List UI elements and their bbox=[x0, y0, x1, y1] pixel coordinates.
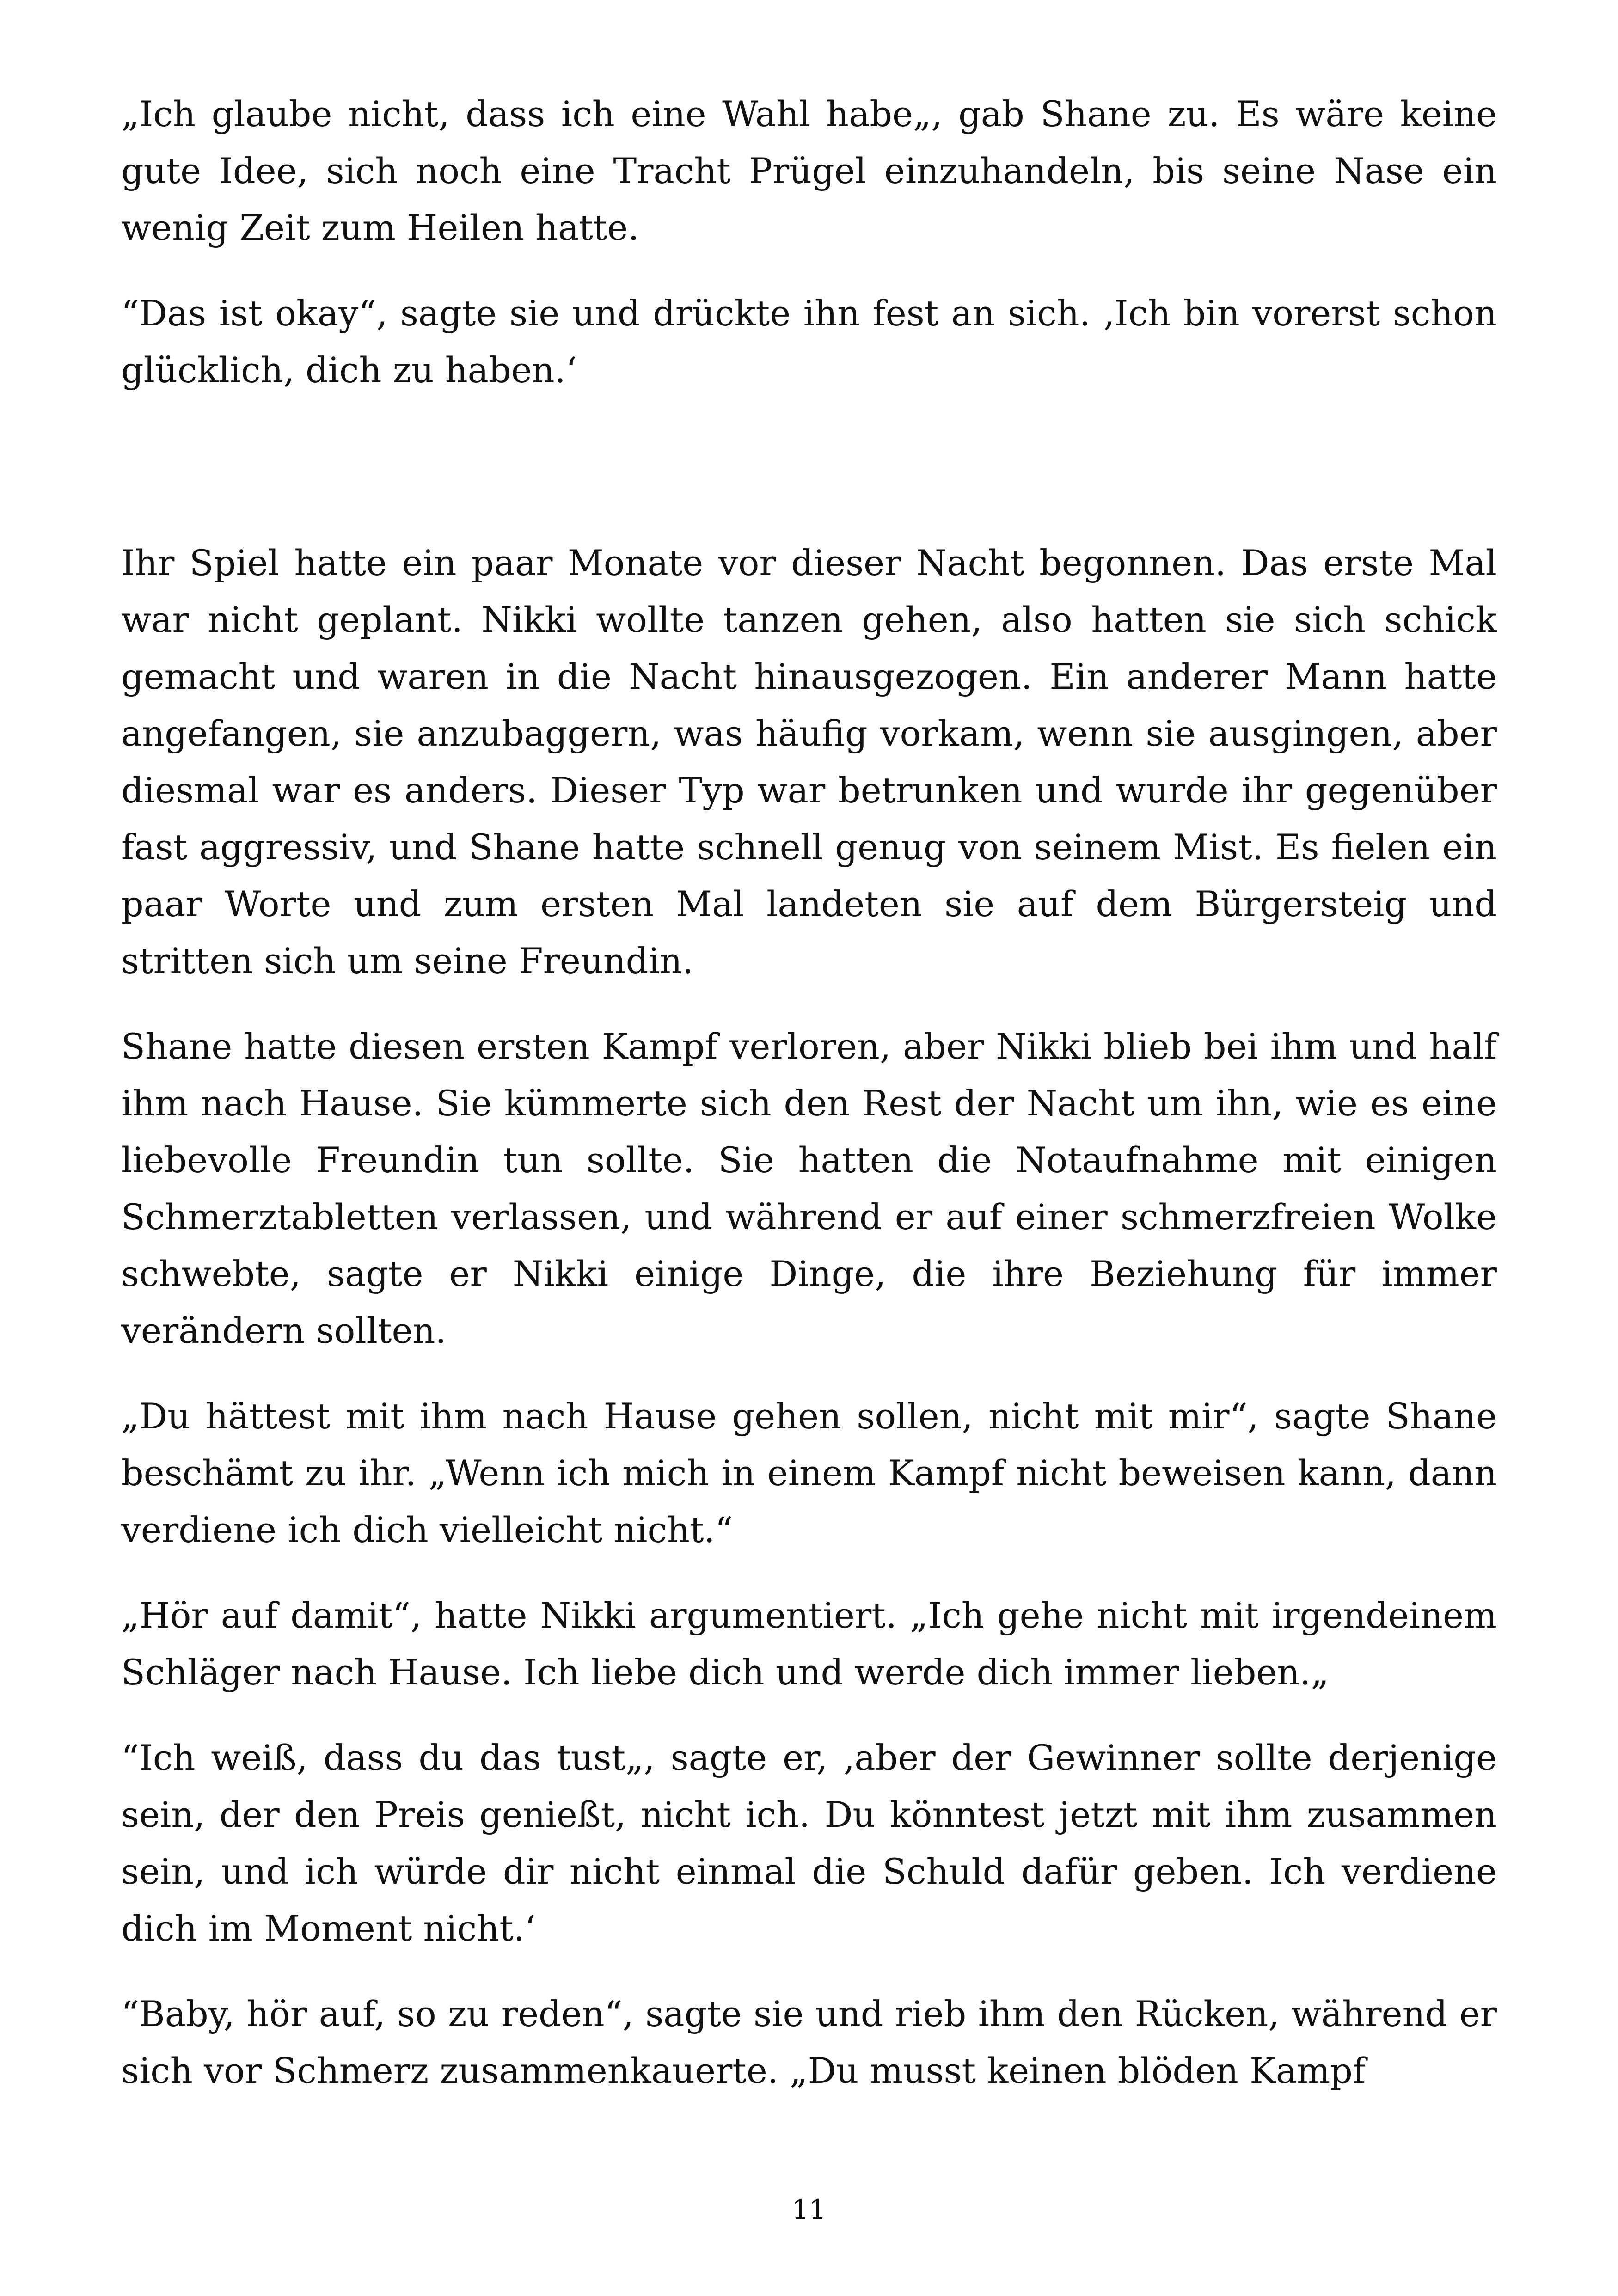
paragraph-8: “Baby, hör auf, so zu reden“, sagte sie und rieb ihm den Rücken, während er sich vor Schmerz zusammenkauerte. „Du musst keinen blöden Kampf bbox=[121, 1993, 1497, 2091]
paragraph-5: „Du hättest mit ihm nach Hause gehen sollen, nicht mit mir“, sagte Shane beschämt zu ihr. „Wenn ich mich in einem Kampf nicht beweisen kann, dann verdiene ich dich vielleicht nicht.“ bbox=[121, 1396, 1497, 1550]
paragraph-2: “Das ist okay“, sagte sie und drückte ihn fest an sich. ‚Ich bin vorerst schon glücklich, dich zu haben.‘ bbox=[121, 293, 1497, 391]
paragraph-1: „Ich glaube nicht, dass ich eine Wahl habe„, gab Shane zu. Es wäre keine gute Idee, sich noch eine Tracht Prügel einzuhandeln, bis seine Nase ein wenig Zeit zum Heilen hatte. bbox=[121, 93, 1497, 248]
section-break bbox=[121, 427, 1497, 534]
page-number: 11 bbox=[792, 2194, 826, 2225]
paragraph-6: „Hör auf damit“, hatte Nikki argumentiert. „Ich gehe nicht mit irgendeinem Schläger nach Hause. Ich liebe dich und werde dich immer lieben.„ bbox=[121, 1595, 1497, 1693]
paragraph-4: Shane hatte diesen ersten Kampf verloren, aber Nikki blieb bei ihm und half ihm nach Hause. Sie kümmerte sich den Rest der Nacht um ihn, wie es eine liebevolle Freundin tun sollte. Sie hatten die Notaufnahme mit einigen Schmerztabletten verlassen, und während er auf einer schmerzfreien Wolke schwebte, sagte er Nikki einige Dinge, die ihre Beziehung für immer verändern sollten. bbox=[121, 1026, 1497, 1351]
paragraph-3: Ihr Spiel hatte ein paar Monate vor dieser Nacht begonnen. Das erste Mal war nicht geplant. Nikki wollte tanzen gehen, also hatten sie sich schick gemacht und waren in die Nacht hinausgezogen. Ein anderer Mann hatte angefangen, sie anzubaggern, was häufig vorkam, wenn sie ausgingen, aber diesmal war es anders. Dieser Typ war betrunken und wurde ihr gegenüber fast aggressiv, und Shane hatte schnell genug von seinem Mist. Es fielen ein paar Worte und zum ersten Mal landeten sie auf dem Bürgersteig und stritten sich um seine Freundin. bbox=[121, 542, 1497, 981]
paragraph-7: “Ich weiß, dass du das tust„, sagte er, ‚aber der Gewinner sollte derjenige sein, der den Preis genießt, nicht ich. Du könntest jetzt mit ihm zusammen sein, und ich würde dir nicht einmal die Schuld dafür geben. Ich verdiene dich im Moment nicht.‘ bbox=[121, 1737, 1497, 1949]
page-body bbox=[121, 86, 1497, 2128]
